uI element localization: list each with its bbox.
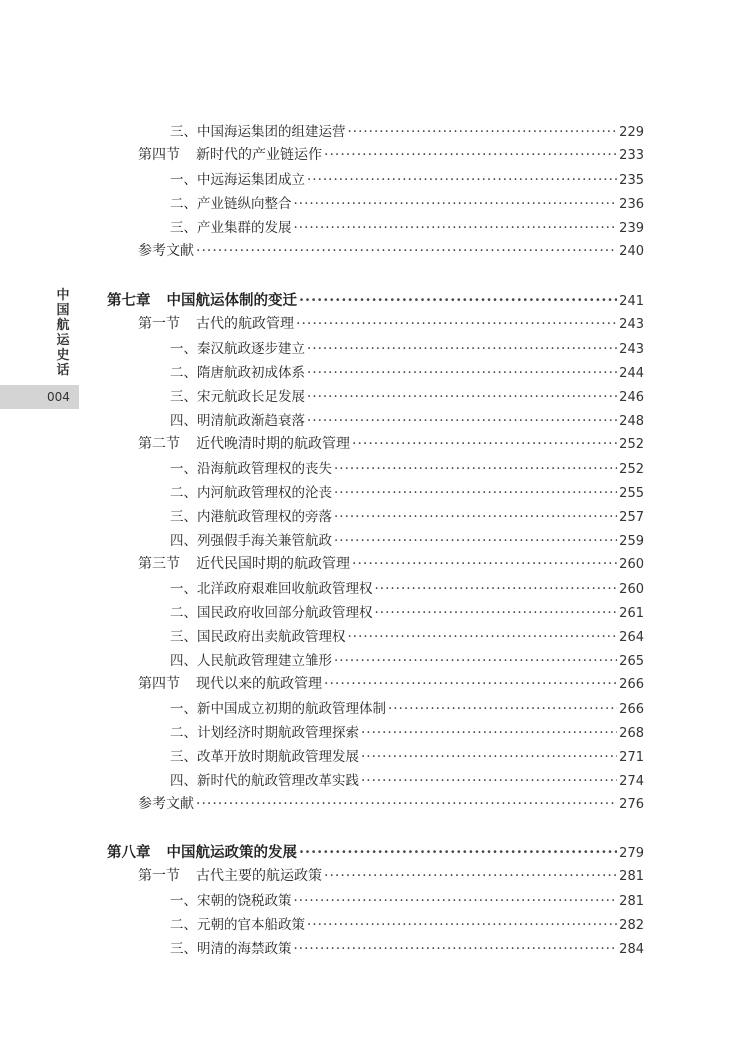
toc-section[interactable] [138, 553, 644, 577]
toc-item[interactable] [170, 625, 644, 649]
toc-page-number: 264 [619, 630, 644, 645]
toc-item-label: 四、列强假手海关兼管航政 [170, 533, 332, 549]
leader-dots [348, 124, 618, 140]
toc-item[interactable] [170, 601, 644, 625]
toc-item[interactable] [170, 337, 644, 361]
toc-item-label: 一、新中国成立初期的航政管理体制 [170, 701, 386, 717]
toc-page-number: 276 [619, 797, 644, 812]
leader-dots [352, 436, 617, 452]
page-number-tab [0, 385, 79, 409]
toc-page-number: 257 [619, 510, 644, 525]
toc-section-label [138, 673, 322, 693]
toc-item-label: 一、中远海运集团成立 [170, 172, 305, 188]
toc-page-number: 260 [619, 557, 644, 572]
chapter-title: 中国航运体制的变迁 [166, 292, 297, 309]
toc-item[interactable] [170, 385, 644, 409]
toc-item[interactable] [170, 192, 644, 216]
toc-page-number: 261 [619, 606, 644, 621]
toc-page-number: 243 [619, 342, 644, 357]
toc-page-number: 239 [619, 221, 644, 236]
toc-section[interactable] [138, 313, 644, 337]
section-title: 近代民国时期的航政管理 [196, 556, 350, 572]
toc-page-number: 281 [619, 894, 644, 909]
toc-page-number: 271 [619, 750, 644, 765]
toc-item-label: 三、明清的海禁政策 [170, 941, 292, 957]
toc-item-label: 三、国民政府出卖航政管理权 [170, 629, 346, 645]
toc-item[interactable] [170, 937, 644, 961]
section-title: 现代以来的航政管理 [196, 676, 322, 692]
leader-dots [388, 701, 617, 717]
section-title: 古代的航政管理 [196, 316, 294, 332]
section-number: 第二节 [138, 436, 180, 452]
toc-ref-label: 参考文献 [138, 243, 194, 259]
toc-item-label: 一、宋朝的饶税政策 [170, 893, 292, 909]
toc-page-number: 259 [619, 534, 644, 549]
toc-page-number: 240 [619, 244, 644, 259]
toc-page-number: 265 [619, 654, 644, 669]
leader-dots [334, 653, 617, 669]
toc-item-label: 二、隋唐航政初成体系 [170, 365, 305, 381]
section-number: 第一节 [138, 316, 180, 332]
toc-item-label: 二、产业链纵向整合 [170, 196, 292, 212]
toc-page-number: 236 [619, 197, 644, 212]
toc-page-number: 235 [619, 173, 644, 188]
leader-dots [294, 893, 618, 909]
toc-page-number: 266 [619, 702, 644, 717]
toc-page-number: 284 [619, 942, 644, 957]
toc-item-label: 一、北洋政府艰难回收航政管理权 [170, 581, 373, 597]
toc-item[interactable] [170, 457, 644, 481]
toc-section[interactable] [138, 865, 644, 889]
toc-chapter[interactable] [107, 289, 644, 313]
leader-dots [294, 941, 618, 957]
toc-page-number: 241 [619, 294, 644, 309]
leader-dots [334, 509, 617, 525]
toc-page-number: 281 [619, 869, 644, 884]
toc-section-label [138, 433, 350, 453]
leader-dots [324, 676, 617, 692]
toc-item[interactable] [170, 168, 644, 192]
leader-dots [361, 773, 617, 789]
chapter-number: 第七章 [107, 292, 151, 309]
leader-dots [361, 725, 617, 741]
section-title: 近代晚清时期的航政管理 [196, 436, 350, 452]
toc-item[interactable] [170, 697, 644, 721]
toc-page-number: 233 [619, 148, 644, 163]
toc-chapter[interactable] [107, 841, 644, 865]
toc-section-label [138, 865, 322, 885]
toc-item[interactable] [170, 216, 644, 240]
section-number: 第四节 [138, 676, 180, 692]
toc-item-label: 三、中国海运集团的组建运营 [170, 124, 346, 140]
toc-section-label [138, 144, 322, 164]
toc-section-label [138, 553, 350, 573]
toc-chapter-label [107, 841, 297, 862]
toc-item-label: 三、内港航政管理权的旁落 [170, 509, 332, 525]
leader-dots [294, 196, 618, 212]
toc-references[interactable] [138, 240, 644, 264]
leader-dots [334, 533, 617, 549]
leader-dots [307, 341, 617, 357]
toc-item-label: 二、元朝的官本船政策 [170, 917, 305, 933]
leader-dots [361, 749, 617, 765]
section-number: 第三节 [138, 556, 180, 572]
toc-item-label: 二、国民政府收回部分航政管理权 [170, 605, 373, 621]
leader-dots [375, 581, 618, 597]
toc-item-label: 二、计划经济时期航政管理探索 [170, 725, 359, 741]
toc-page-number: 282 [619, 918, 644, 933]
section-title: 古代主要的航运政策 [196, 868, 322, 884]
toc-section[interactable] [138, 433, 644, 457]
leader-dots [307, 172, 617, 188]
leader-dots [299, 292, 617, 309]
toc-chapter-label [107, 289, 297, 310]
toc-page-number: 243 [619, 317, 644, 332]
leader-dots [307, 389, 617, 405]
toc-item-label: 一、沿海航政管理权的丧失 [170, 461, 332, 477]
toc-page-number: 229 [619, 125, 644, 140]
section-title: 新时代的产业链运作 [196, 147, 322, 163]
leader-dots [375, 605, 618, 621]
toc-item[interactable] [170, 505, 644, 529]
toc-references[interactable] [138, 793, 644, 817]
leader-dots [348, 629, 618, 645]
leader-dots [334, 485, 617, 501]
toc-item[interactable] [170, 481, 644, 505]
toc-item[interactable] [170, 913, 644, 937]
toc-page-number: 266 [619, 677, 644, 692]
toc-page-number: 246 [619, 390, 644, 405]
toc-item[interactable] [170, 120, 644, 144]
toc-page-number: 244 [619, 366, 644, 381]
toc-item-label: 三、产业集群的发展 [170, 220, 292, 236]
leader-dots [196, 243, 617, 259]
toc-page-number: 268 [619, 726, 644, 741]
toc-item-label: 三、改革开放时期航政管理发展 [170, 749, 359, 765]
leader-dots [196, 796, 617, 812]
toc-item-label: 四、明清航政渐趋衰落 [170, 413, 305, 429]
toc-section-label [138, 313, 294, 333]
toc-item[interactable] [170, 649, 644, 673]
leader-dots [299, 844, 617, 861]
leader-dots [296, 316, 617, 332]
leader-dots [307, 365, 617, 381]
section-number: 第四节 [138, 147, 180, 163]
section-number: 第一节 [138, 868, 180, 884]
toc-item[interactable] [170, 409, 644, 433]
toc-page-number: 252 [619, 437, 644, 452]
chapter-title: 中国航运政策的发展 [166, 844, 297, 861]
leader-dots [294, 220, 618, 236]
leader-dots [352, 556, 617, 572]
toc-page-number: 255 [619, 486, 644, 501]
toc-item-label: 二、内河航政管理权的沦丧 [170, 485, 332, 501]
toc-page-number: 260 [619, 582, 644, 597]
leader-dots [324, 147, 617, 163]
toc-item[interactable] [170, 529, 644, 553]
leader-dots [334, 461, 617, 477]
toc-page-number: 252 [619, 462, 644, 477]
chapter-number: 第八章 [107, 844, 151, 861]
toc-page-number: 274 [619, 774, 644, 789]
toc-item[interactable] [170, 745, 644, 769]
leader-dots [307, 413, 617, 429]
toc-page-number: 248 [619, 414, 644, 429]
toc-ref-label: 参考文献 [138, 796, 194, 812]
toc-item[interactable] [170, 721, 644, 745]
toc-section[interactable] [138, 144, 644, 168]
toc-item[interactable] [170, 361, 644, 385]
toc-section[interactable] [138, 673, 644, 697]
toc-item[interactable] [170, 769, 644, 793]
leader-dots [307, 917, 617, 933]
toc-page-number: 279 [619, 846, 644, 861]
page-number: 004 [47, 390, 70, 404]
toc-item-label: 四、人民航政管理建立雏形 [170, 653, 332, 669]
toc-item-label: 一、秦汉航政逐步建立 [170, 341, 305, 357]
toc-item-label: 三、宋元航政长足发展 [170, 389, 305, 405]
toc-item[interactable] [170, 577, 644, 601]
leader-dots [324, 868, 617, 884]
side-book-title: 中国航运史话 [56, 288, 70, 378]
toc-item[interactable] [170, 889, 644, 913]
toc-item-label: 四、新时代的航政管理改革实践 [170, 773, 359, 789]
